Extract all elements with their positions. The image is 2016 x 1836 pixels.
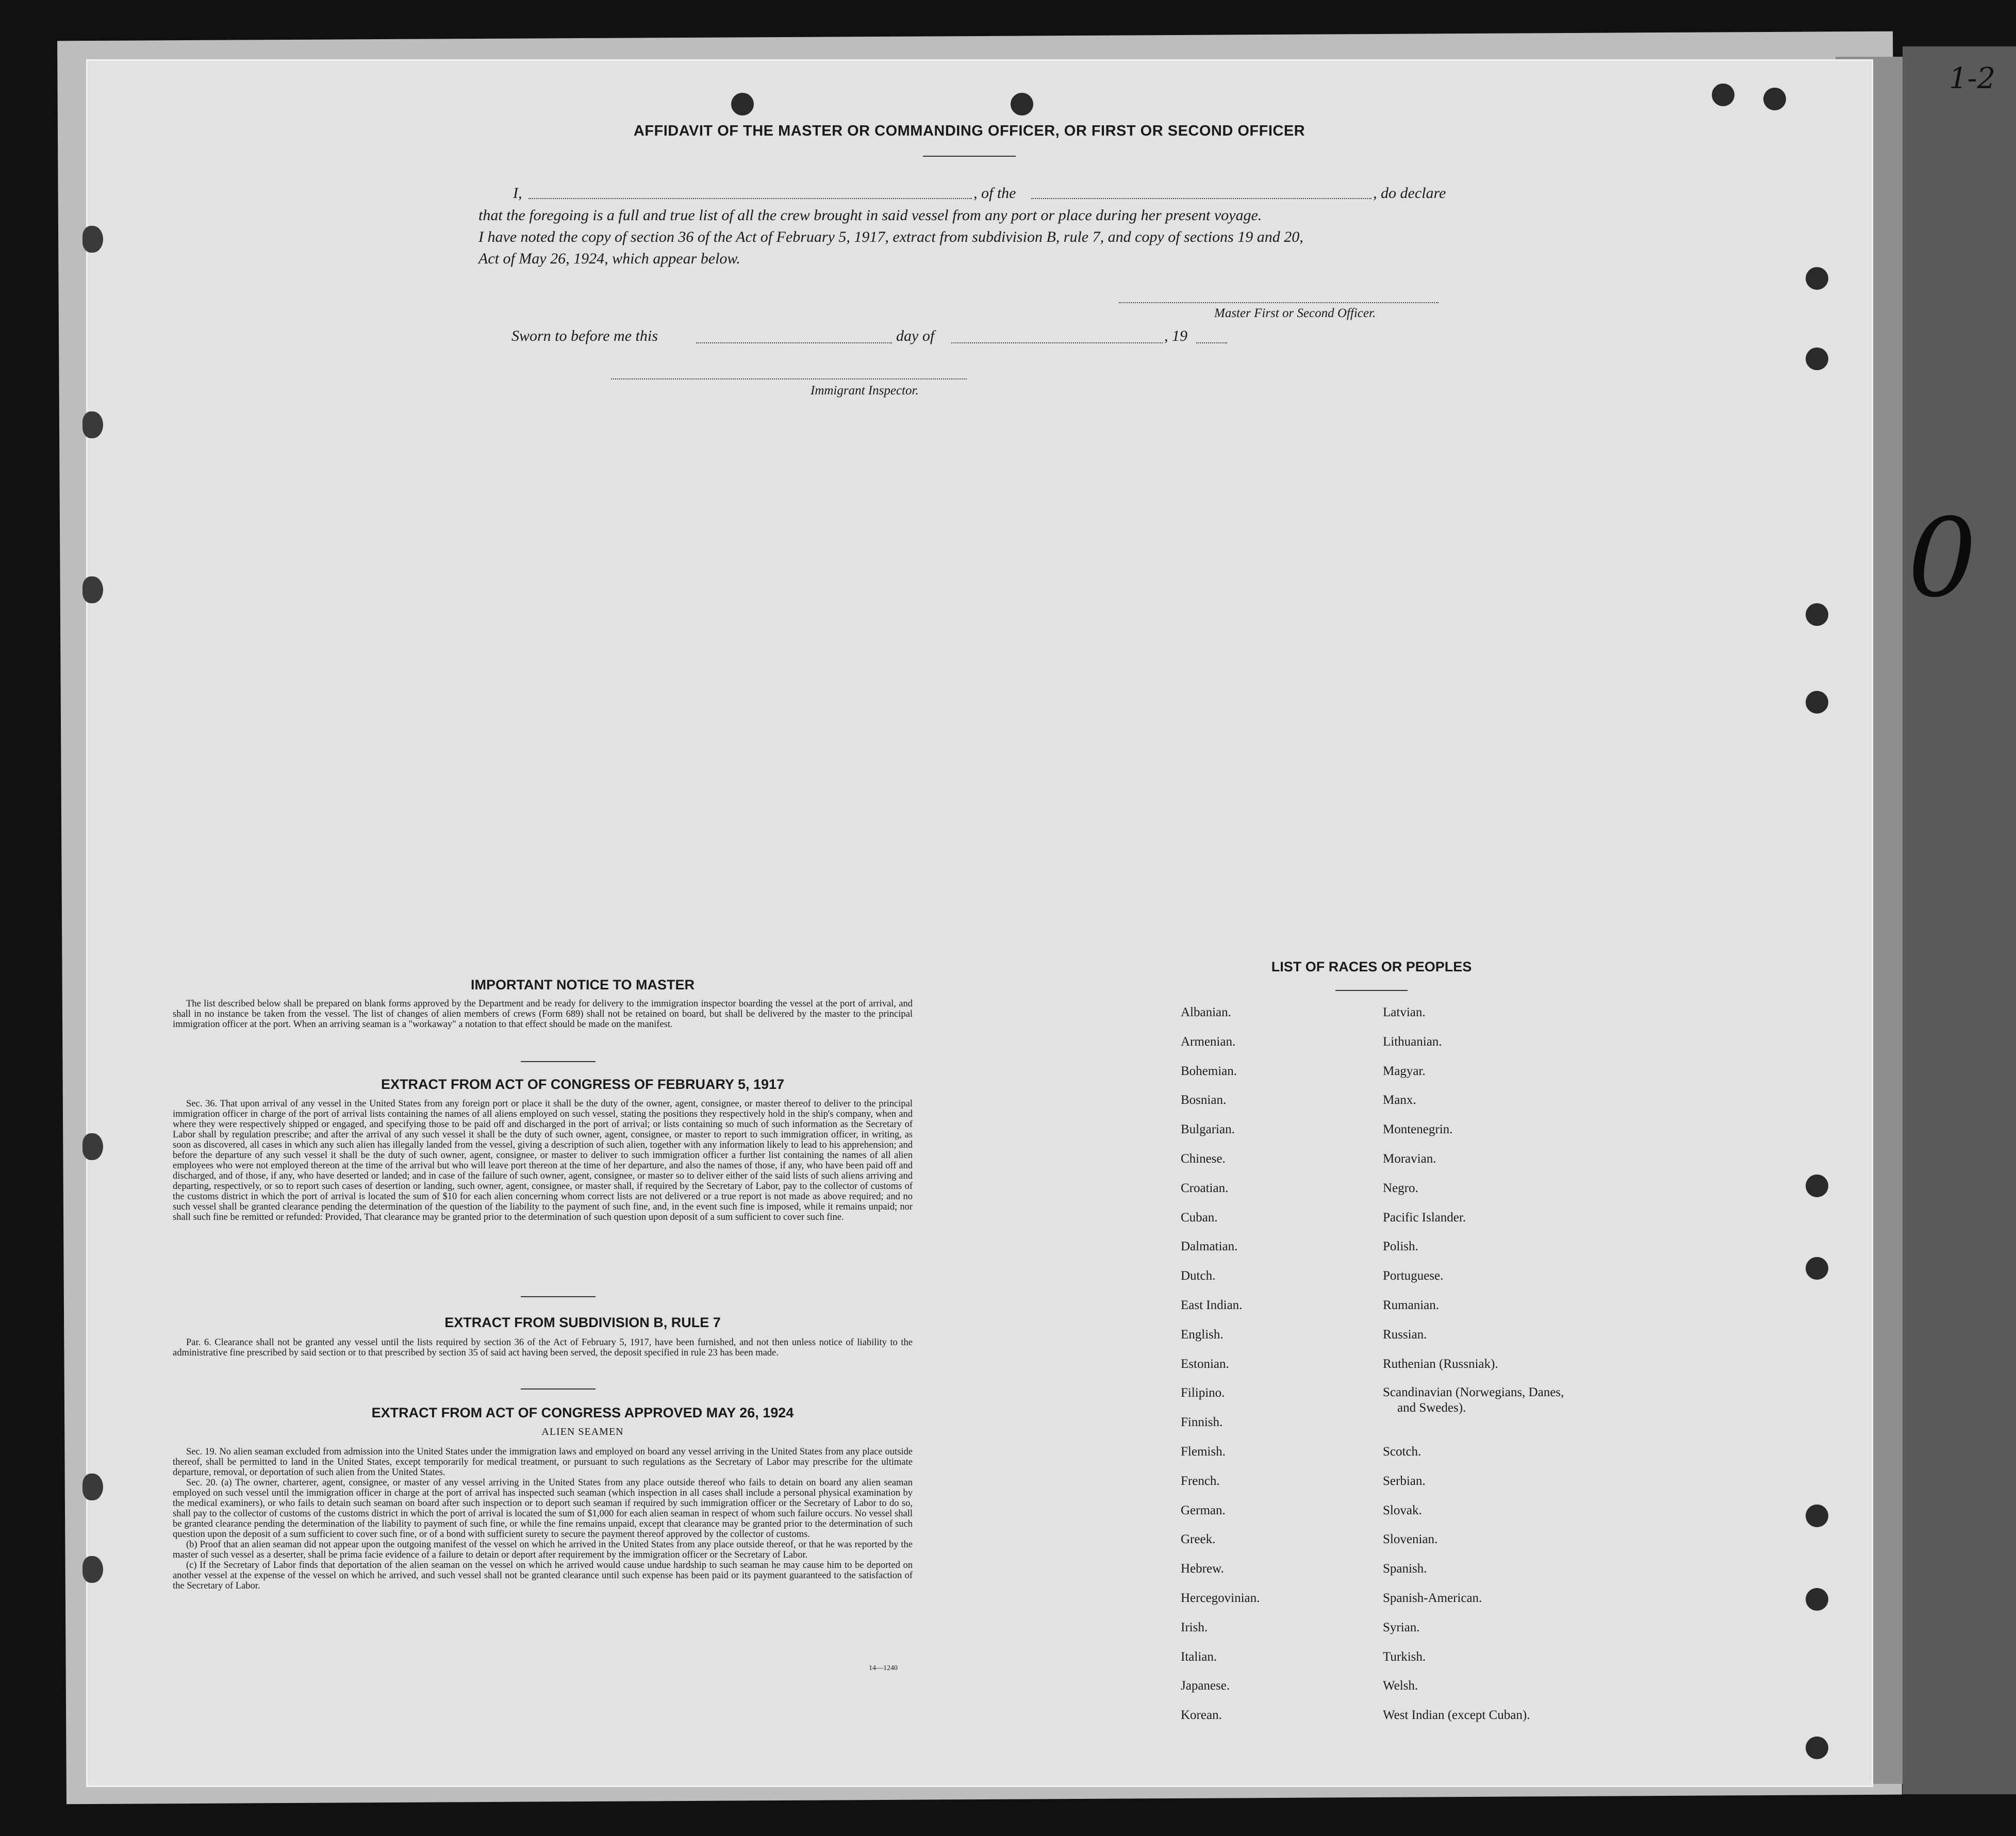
punch-hole bbox=[82, 411, 103, 438]
inspector-label: Immigrant Inspector. bbox=[811, 384, 919, 398]
side-mark: 0 bbox=[1908, 495, 1977, 621]
race-item: Dutch. bbox=[1181, 1269, 1216, 1283]
race-item: Cuban. bbox=[1181, 1210, 1218, 1225]
sec-20a: Sec. 20. (a) The owner, charterer, agent, consignee, or master of any vessel arriving in the United States from any place outside thereof who fails to detain on board any alien seaman employed on such vessel until the immigration officer in charge at the port of arrival has inspected such seaman (which inspection in all cases shall include a personal physical examination by the medical examiners), or who fails to detain such seaman on board after such inspection or to deport such seaman if required by such immigration officer or the Secretary of Labor to do so, shall pay to the collector of customs of the customs district in which the port of arrival is located the sum of $1,000 for each alien seaman in respect of whom such failure occurs. No vessel shall be granted clearance pending the determination of the liability to payment of such fine, or while the fine remains unpaid, except that clearance may be granted prior to the determination of such question upon the deposit of a sum sufficient to cover such fine, or of a bond with sufficient surety to secure the payment thereof approved by the collector of customs. bbox=[173, 1478, 913, 1540]
race-item: Armenian. bbox=[1181, 1034, 1236, 1049]
punch-hole bbox=[1806, 1257, 1828, 1280]
race-item: Polish. bbox=[1383, 1239, 1418, 1254]
punch-hole bbox=[82, 1133, 103, 1160]
race-item: Japanese. bbox=[1181, 1679, 1230, 1693]
divider bbox=[521, 1061, 596, 1062]
punch-hole bbox=[82, 576, 103, 603]
race-item: Scotch. bbox=[1383, 1445, 1422, 1459]
affidavit-line-3: I have noted the copy of section 36 of the Act of February 5, 1917, extract from subdivision B, rule 7, and copy of sections 19 and 20, bbox=[478, 228, 1303, 245]
race-item: Russian. bbox=[1383, 1327, 1427, 1342]
race-item: Korean. bbox=[1181, 1708, 1222, 1723]
notice-text: The list described below shall be prepared on blank forms approved by the Department and be ready for delivery to the immigration inspector boarding the vessel at the port of arrival, and shall in no instance be taken from the vessel. The list of changes of alien members of crews (Form 689) shall not be retained on board, but shall be delivered by the master to the principal immigration officer at the port. When an arriving seaman is a "workaway" a notation to that effect should be made on the manifest. bbox=[173, 999, 913, 1030]
race-item: Bulgarian. bbox=[1181, 1122, 1235, 1137]
race-item: English. bbox=[1181, 1327, 1224, 1342]
sec-20b: (b) Proof that an alien seaman did not appear upon the outgoing manifest of the vessel on which he arrived in the United States from any place outside thereof, or that he was reported by the master of such vessel as a deserter, shall be prima facie evidence of a failure to detain or deport after requirement by the immigration officer or the Secretary of Labor. bbox=[173, 1540, 913, 1560]
race-item: Ruthenian (Russniak). bbox=[1383, 1357, 1498, 1371]
affidavit-title: AFFIDAVIT OF THE MASTER OR COMMANDING OFFICER, OR FIRST OR SECOND OFFICER bbox=[633, 123, 1306, 139]
race-item: Slovak. bbox=[1383, 1503, 1422, 1517]
name-blank[interactable] bbox=[528, 198, 972, 199]
corner-mark: 1-2 bbox=[1949, 62, 1996, 95]
right-page-edge bbox=[1903, 46, 2016, 1794]
race-item: Filipino. bbox=[1181, 1386, 1225, 1400]
race-item: Rumanian. bbox=[1383, 1298, 1440, 1312]
race-item: Lithuanian. bbox=[1383, 1034, 1442, 1049]
race-item: Chinese. bbox=[1181, 1152, 1226, 1166]
divider bbox=[521, 1388, 596, 1390]
punch-hole bbox=[1806, 1588, 1828, 1611]
race-item: Serbian. bbox=[1383, 1474, 1426, 1488]
punch-hole bbox=[1806, 1175, 1828, 1197]
race-item: West Indian (except Cuban). bbox=[1383, 1708, 1530, 1723]
affidavit-declare: , do declare bbox=[1373, 185, 1446, 202]
punch-hole bbox=[1806, 1736, 1828, 1759]
punch-hole bbox=[1712, 84, 1734, 106]
sworn-date-blank[interactable] bbox=[696, 342, 892, 343]
punch-hole bbox=[1011, 93, 1033, 115]
race-item: Albanian. bbox=[1181, 1005, 1231, 1019]
master-signature-blank[interactable] bbox=[1119, 302, 1439, 303]
extract-1917-text: Sec. 36. That upon arrival of any vessel in the United States from any foreign port or place it shall be the duty of the owner, agent, consignee, or master thereof to deliver to the principal immigration officer in charge of the port of arrival lists containing the names of all aliens employed on such vessel, stating the positions they respectively hold in the ship's company, when and where they were respectively shipped or engaged, and specifying those to be paid off and discharged in the port of arrival; or lists containing so much of such information as the Secretary of Labor shall by regulation prescribe; and after the arrival of any such vessel it shall be the duty of such owner, agent, consignee, or master to report to such immigration officer, in writing, as soon as discovered, all cases in which any such alien has illegally landed from the vessel, giving a description of such alien, together with any information likely to lead to his apprehension; and before the departure of any such vessel it shall be the duty of such owner, agent, consignee, or master to deliver to such immigration officer a further list containing the names of all alien employees who were not employed thereon at the time of the arrival but who will leave port thereon at the time of her departure, and also the names of those, if any, who have been paid off and discharged, and of those, if any, who have deserted or landed; and in case of the failure of such owner, agent, consignee, or master so to deliver either of the said lists of such aliens arriving and departing, respectively, or so to report such cases of desertion or landing, such owner, agent, consignee, or master shall, if required by the Secretary of Labor, pay to the collector of customs of the customs district in which the port of arrival is located the sum of $10 for each alien concerning whom correct lists are not delivered or a true report is not made as above required; and no such vessel shall be granted clearance pending the determination of the question of the liability to the payment of such fine, and, in the event such fine is imposed, while it remains unpaid; nor shall such fine be remitted or refunded: Provided, That clearance may be granted prior to the determination of such question upon deposit of a sum sufficient to cover such fine. bbox=[173, 1099, 913, 1222]
sworn-year: , 19 bbox=[1164, 327, 1187, 344]
alien-seamen-subtitle: ALIEN SEAMEN bbox=[541, 1426, 624, 1437]
affidavit-of-the: , of the bbox=[973, 185, 1016, 202]
race-item: Scandinavian (Norwegians, Danes, and Swedes). bbox=[1383, 1385, 1564, 1415]
race-item: Spanish-American. bbox=[1383, 1591, 1482, 1605]
sworn-year-blank[interactable] bbox=[1196, 342, 1227, 343]
race-item: Italian. bbox=[1181, 1649, 1217, 1664]
race-item: Syrian. bbox=[1383, 1620, 1420, 1634]
punch-hole bbox=[82, 1556, 103, 1583]
inspector-signature-blank[interactable] bbox=[611, 378, 967, 379]
punch-hole bbox=[82, 226, 103, 253]
punch-hole bbox=[1806, 1504, 1828, 1527]
race-item: Magyar. bbox=[1383, 1064, 1426, 1078]
race-item: Manx. bbox=[1383, 1093, 1416, 1107]
race-item: German. bbox=[1181, 1503, 1226, 1517]
rule7-title: EXTRACT FROM SUBDIVISION B, RULE 7 bbox=[444, 1315, 721, 1330]
affidavit-line-i: I, bbox=[513, 185, 522, 202]
race-item: French. bbox=[1181, 1474, 1220, 1488]
form-code: 14—1240 bbox=[869, 1664, 898, 1672]
race-item: Moravian. bbox=[1383, 1152, 1436, 1166]
divider bbox=[521, 1296, 596, 1297]
divider bbox=[1335, 990, 1408, 991]
race-item: Greek. bbox=[1181, 1532, 1216, 1547]
sworn-day-of: day of bbox=[896, 327, 935, 344]
race-item: Finnish. bbox=[1181, 1415, 1223, 1430]
race-item: Welsh. bbox=[1383, 1679, 1418, 1693]
punch-hole bbox=[1806, 603, 1828, 626]
affidavit-line-4: Act of May 26, 1924, which appear below. bbox=[478, 250, 740, 267]
punch-hole bbox=[1806, 267, 1828, 290]
punch-hole bbox=[1763, 88, 1786, 110]
races-title: LIST OF RACES OR PEOPLES bbox=[1271, 959, 1472, 974]
title-divider bbox=[923, 156, 1016, 157]
race-item: Irish. bbox=[1181, 1620, 1208, 1634]
race-item: Spanish. bbox=[1383, 1562, 1427, 1576]
sworn-month-blank[interactable] bbox=[951, 342, 1163, 343]
race-item: Latvian. bbox=[1383, 1005, 1426, 1019]
punch-hole bbox=[1806, 348, 1828, 370]
race-item: Dalmatian. bbox=[1181, 1239, 1238, 1254]
extract-1924-text bbox=[173, 1447, 913, 1591]
race-item: Bohemian. bbox=[1181, 1064, 1237, 1078]
rule7-text: Par. 6. Clearance shall not be granted any vessel until the lists required by section 36 of the Act of February 5, 1917, have been furnished, and not then unless notice of liability to the administrative fine prescribed by said section or to that prescribed by section 35 of said act having been served, the deposit specified in rule 23 has been made. bbox=[173, 1337, 913, 1358]
race-item: Estonian. bbox=[1181, 1357, 1229, 1371]
race-item: Pacific Islander. bbox=[1383, 1210, 1466, 1225]
sec-20c: (c) If the Secretary of Labor finds that deportation of the alien seaman on the vessel on which he arrived would cause undue hardship to such seaman he may cause him to be deported on another vessel at the expense of the vessel on which he arrived, and such vessel shall not be granted clearance until such expense has been paid or its payment guaranteed to the satisfaction of the Secretary of Labor. bbox=[173, 1560, 913, 1591]
affidavit-line-2: that the foregoing is a full and true list of all the crew brought in said vessel from any port or place during her present voyage. bbox=[478, 207, 1262, 224]
extract-1924-title: EXTRACT FROM ACT OF CONGRESS APPROVED MAY 26, 1924 bbox=[371, 1405, 794, 1420]
sworn-prefix: Sworn to before me this bbox=[511, 327, 658, 344]
vessel-blank[interactable] bbox=[1031, 198, 1371, 199]
race-item: Flemish. bbox=[1181, 1445, 1226, 1459]
punch-hole bbox=[731, 93, 754, 115]
extract-1917-title: EXTRACT FROM ACT OF CONGRESS OF FEBRUARY 5, 1917 bbox=[381, 1077, 785, 1092]
race-item: Negro. bbox=[1383, 1181, 1418, 1195]
master-signature-label: Master First or Second Officer. bbox=[1214, 306, 1376, 320]
punch-hole bbox=[1806, 691, 1828, 714]
race-item: Slovenian. bbox=[1383, 1532, 1438, 1547]
race-item: Turkish. bbox=[1383, 1649, 1426, 1664]
race-item: Hercegovinian. bbox=[1181, 1591, 1260, 1605]
sec-19: Sec. 19. No alien seaman excluded from admission into the United States under the immigration laws and employed on board any vessel arriving in the United States from any place outside thereof, shall be permitted to land in the United States, except temporarily for medical treatment, or pursuant to such regulations as the Secretary of Labor may prescribe for the ultimate departure, removal, or deportation of such alien from the United States. bbox=[173, 1447, 913, 1478]
race-item: Montenegrin. bbox=[1383, 1122, 1453, 1137]
notice-title: IMPORTANT NOTICE TO MASTER bbox=[471, 977, 695, 993]
punch-hole bbox=[82, 1474, 103, 1500]
race-item: Portuguese. bbox=[1383, 1269, 1444, 1283]
race-item: East Indian. bbox=[1181, 1298, 1243, 1312]
race-item: Croatian. bbox=[1181, 1181, 1229, 1195]
race-item: Hebrew. bbox=[1181, 1562, 1224, 1576]
race-item: Bosnian. bbox=[1181, 1093, 1227, 1107]
